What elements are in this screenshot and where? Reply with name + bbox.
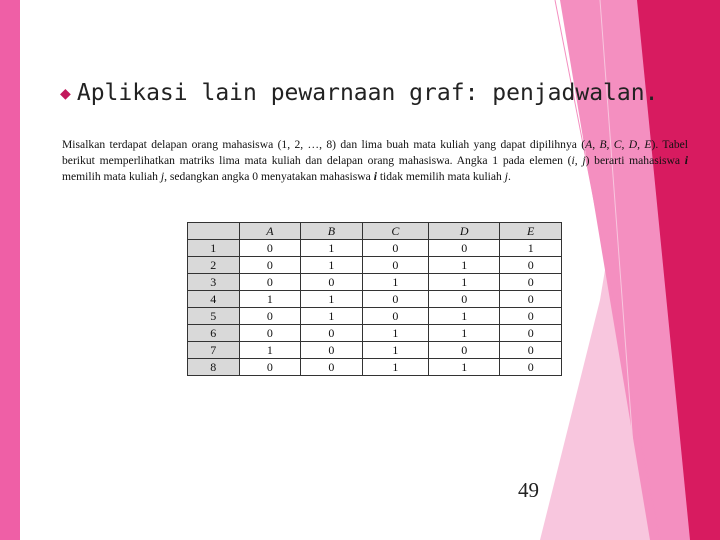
column-header: E (500, 223, 562, 240)
table-cell: 0 (500, 291, 562, 308)
table-cell: 1 (239, 342, 301, 359)
table-cell: 0 (301, 342, 363, 359)
row-label: 5 (188, 308, 240, 325)
table-cell: 1 (301, 257, 363, 274)
page-number: 49 (518, 478, 539, 502)
table-cell: 0 (500, 359, 562, 376)
table-cell: 0 (301, 359, 363, 376)
table-header-row (188, 223, 562, 240)
table-cell: 1 (500, 240, 562, 257)
table-cell: 1 (239, 291, 301, 308)
heading-text: Aplikasi lain pewarnaan graf: penjadwalan. (76, 80, 659, 106)
table-cell: 0 (239, 359, 301, 376)
table-cell: 0 (362, 291, 428, 308)
table-cell: 0 (362, 240, 428, 257)
table-cell: 0 (239, 257, 301, 274)
row-label: 2 (188, 257, 240, 274)
row-label: 4 (188, 291, 240, 308)
description-paragraph: Misalkan terdapat delapan orang mahasiswa (1, 2, …, 8) dan lima buah mata kuliah yang dapat dipilihnya (A, B, C, D, E). Tabel berikut memperlihatkan matriks lima mata kuliah dan delapan orang mahasiswa. Angka 1 pada elemen (i, j) berarti mahasiswa i memilih mata kuliah j, sedangkan angka 0 menyatakan mahasiswa i tidak memilih mata kuliah j. (62, 138, 689, 183)
table-cell: 1 (301, 291, 363, 308)
table-cell: 1 (301, 308, 363, 325)
table-cell: 0 (500, 342, 562, 359)
table-cell: 1 (429, 308, 500, 325)
column-header: D (429, 223, 500, 240)
table-cell: 0 (500, 257, 562, 274)
row-label: 6 (188, 325, 240, 342)
table-row (188, 291, 562, 308)
column-header (188, 223, 240, 240)
table-row (188, 342, 562, 359)
row-label: 7 (188, 342, 240, 359)
table-cell: 1 (429, 325, 500, 342)
slide-heading (60, 80, 658, 106)
table-cell: 1 (429, 257, 500, 274)
table-cell: 0 (301, 274, 363, 291)
table-cell: 0 (239, 240, 301, 257)
table-cell: 0 (500, 274, 562, 291)
table-row (188, 274, 562, 291)
column-header: A (239, 223, 301, 240)
table-cell: 0 (429, 342, 500, 359)
diamond-bullet-icon: ◆ (60, 82, 71, 104)
column-header: B (301, 223, 363, 240)
table-cell: 0 (429, 291, 500, 308)
table-cell: 1 (429, 359, 500, 376)
student-course-matrix (187, 222, 562, 376)
table-cell: 0 (500, 325, 562, 342)
table-cell: 1 (362, 359, 428, 376)
table-row (188, 325, 562, 342)
row-label: 1 (188, 240, 240, 257)
table-cell: 1 (429, 274, 500, 291)
table-cell: 1 (301, 240, 363, 257)
row-label: 8 (188, 359, 240, 376)
table-cell: 0 (239, 308, 301, 325)
table-cell: 0 (362, 308, 428, 325)
table-row (188, 308, 562, 325)
row-label: 3 (188, 274, 240, 291)
table-cell: 1 (362, 325, 428, 342)
table-row (188, 257, 562, 274)
table-cell: 1 (362, 342, 428, 359)
table-row (188, 240, 562, 257)
table-cell: 0 (239, 325, 301, 342)
table-cell: 1 (362, 274, 428, 291)
table-cell: 0 (301, 325, 363, 342)
table-cell: 0 (239, 274, 301, 291)
table-row (188, 359, 562, 376)
table-cell: 0 (500, 308, 562, 325)
pink-wedge-left (0, 0, 20, 540)
column-header: C (362, 223, 428, 240)
table-cell: 0 (362, 257, 428, 274)
table-cell: 0 (429, 240, 500, 257)
